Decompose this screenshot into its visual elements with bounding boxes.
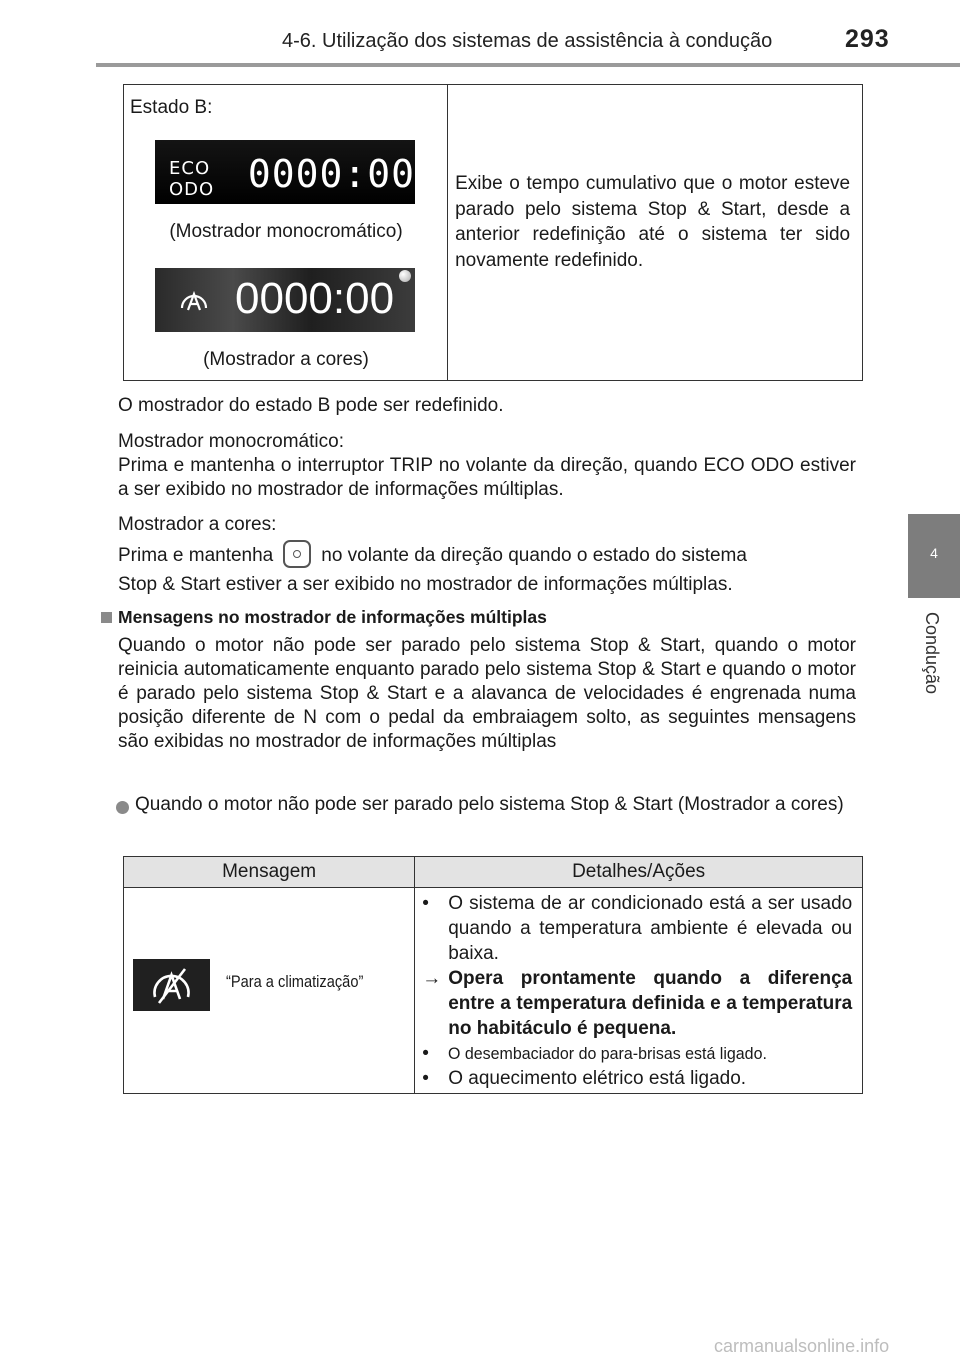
color-instruction-line1 <box>118 542 856 570</box>
eco-odo-text: ECO ODO <box>169 158 215 200</box>
steering-button-icon <box>283 540 311 568</box>
state-b-table <box>123 84 863 381</box>
column-header-message: Mensagem <box>124 857 415 888</box>
circle-bullet-icon <box>116 801 129 814</box>
message-cell <box>124 888 415 1094</box>
square-bullet-icon <box>101 612 112 623</box>
detail-action: → Opera prontamente quando a diferença entre a temperatura definida e a temperatura no habitáculo é pequena. <box>422 968 853 1039</box>
section-paragraph: Quando o motor não pode ser parado pelo sistema Stop & Start, quando o motor reinicia automaticamente enquanto parado pelo sistema Stop & Start e quando o motor é parado pelo sistema Stop & Start e a alavanca de velocidades é engrenada numa posição diferente de N com o pedal da embraiagem solto, as seguintes mensagens são exibidas no mostrador de informações múltiplas <box>118 635 856 752</box>
detail-item: • O aquecimento elétrico está ligado. <box>422 1068 747 1089</box>
message-text: “Para a climatização” <box>226 972 364 991</box>
chapter-label: Condução <box>922 612 942 695</box>
bullet-text: Quando o motor não pode ser parado pelo sistema Stop & Start (Mostrador a cores) <box>135 794 844 815</box>
color-display-image <box>155 268 415 332</box>
mono-label: Mostrador monocromático: <box>118 431 344 452</box>
color-instruction-after: no volante da direção quando o estado do sistema <box>321 545 747 567</box>
color-caption: (Mostrador a cores) <box>203 349 369 370</box>
page-number: 293 <box>845 25 890 53</box>
state-b-display-cell <box>124 85 448 381</box>
bullet-symbol: • <box>422 1068 429 1089</box>
reset-paragraph: O mostrador do estado B pode ser redefinido. <box>118 395 504 416</box>
messages-table <box>123 856 863 1094</box>
state-b-description-cell <box>448 85 863 381</box>
status-dot-icon <box>399 270 411 282</box>
chapter-tab[interactable]: 4 <box>908 514 960 598</box>
detail-item: • O desembaciador do para-brisas está ligado. <box>422 1043 768 1064</box>
column-header-details: Detalhes/Ações <box>415 857 863 888</box>
details-list <box>422 891 852 1091</box>
color-instruction-before: Prima e mantenha <box>118 545 274 567</box>
stop-start-icon <box>177 286 211 316</box>
detail-item: • O sistema de ar condicionado está a ser usado quando a temperatura ambiente é elevada ou baixa. <box>422 893 853 964</box>
mono-instruction: Prima e mantenha o interruptor TRIP no volante da direção, quando ECO ODO estiver a ser exibido no mostrador de informações múltiplas. <box>118 455 856 500</box>
arrow-icon: → <box>422 968 442 989</box>
color-instruction-line2: Stop & Start estiver a ser exibido no mostrador de informações múltiplas. <box>118 574 733 595</box>
details-cell <box>415 888 863 1094</box>
color-label: Mostrador a cores: <box>118 514 277 535</box>
bullet-symbol: • <box>422 893 429 914</box>
watermark: carmanualsonline.info <box>714 1336 890 1356</box>
state-label: Estado B: <box>130 97 213 118</box>
climate-control-icon <box>133 959 210 1011</box>
bullet-symbol: • <box>422 1043 429 1064</box>
section-heading: Mensagens no mostrador de informações múltiplas <box>118 607 547 627</box>
color-counter: 0000:00 <box>235 274 395 323</box>
mono-counter: 0000:00 <box>247 152 415 196</box>
header-rule <box>96 63 960 67</box>
state-b-description: Exibe o tempo cumulativo que o motor esteve parado pelo sistema Stop & Start, desde a anterior redefinição até o sistema ter sido novamente redefinido. <box>455 173 851 271</box>
monochrome-display-image <box>155 140 415 204</box>
header-title: 4-6. Utilização dos sistemas de assistência à condução <box>282 30 773 52</box>
monochrome-caption: (Mostrador monocromático) <box>169 221 403 242</box>
